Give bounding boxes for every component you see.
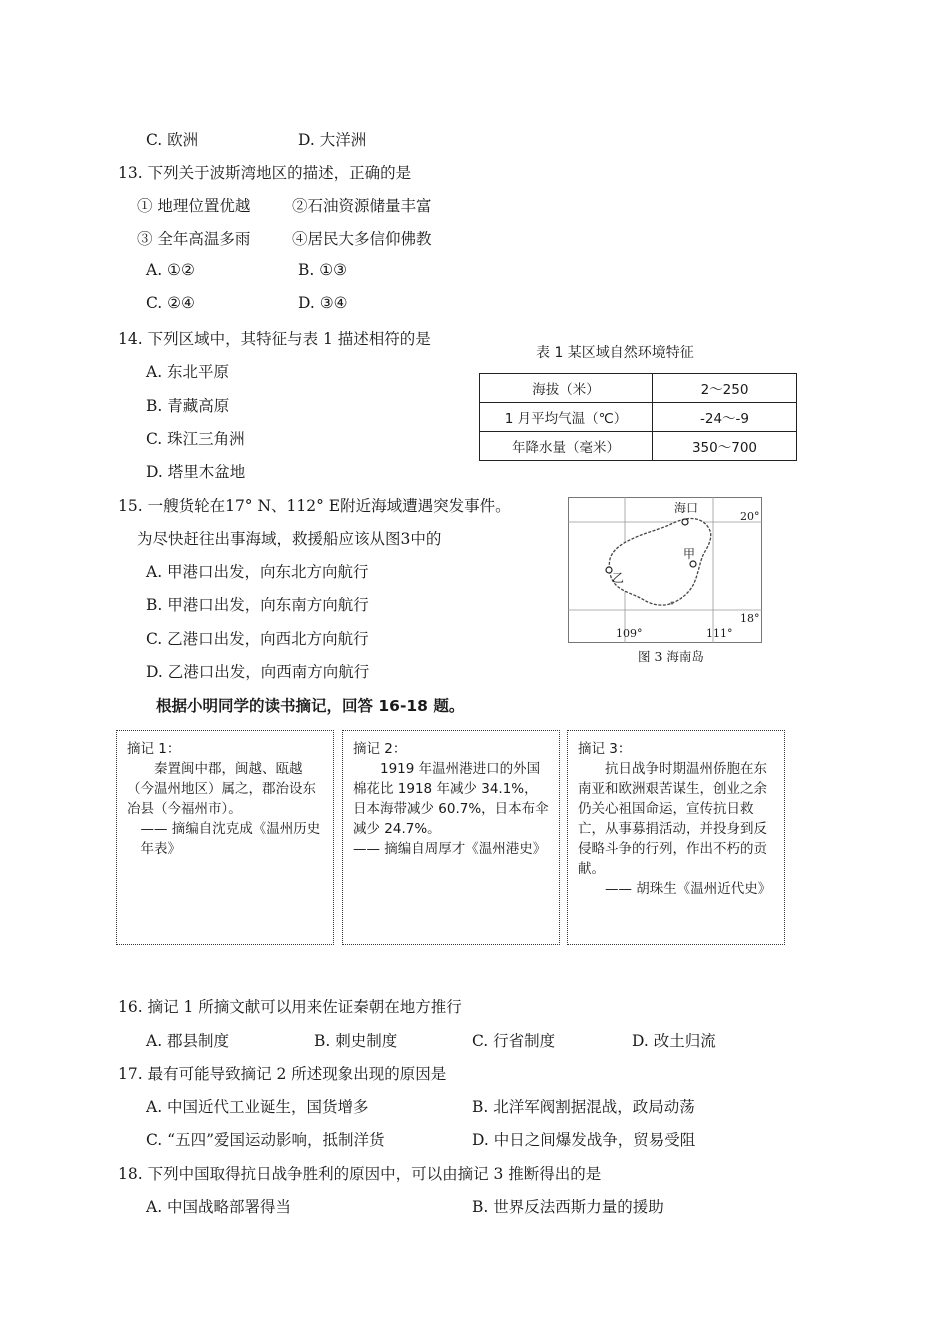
note-head: 摘记 2： bbox=[353, 741, 407, 757]
note-head: 摘记 3： bbox=[578, 741, 632, 757]
q15-option-a: A. 甲港口出发，向东北方向航行 bbox=[146, 563, 369, 581]
map-label-lat-20: 20° bbox=[740, 510, 760, 523]
environment-table bbox=[479, 373, 797, 461]
note-body: 1919 年温州港进口的外国棉花比 1918 年减少 34.1%，日本海带减少 60.7%，日本布伞减少 24.7%。 bbox=[353, 761, 549, 837]
q13-item-4: ④居民大多信仰佛教 bbox=[292, 230, 432, 248]
map-label-port-yi: 乙 bbox=[612, 571, 625, 585]
q13-stem: 13. 下列关于波斯湾地区的描述，正确的是 bbox=[118, 164, 412, 182]
map-label-lon-111: 111° bbox=[706, 627, 733, 640]
note-card-2 bbox=[342, 730, 560, 945]
q13-option-a: A. ①② bbox=[146, 261, 195, 279]
q16-option-c: C. 行省制度 bbox=[472, 1032, 556, 1050]
q14-option-c: C. 珠江三角洲 bbox=[146, 430, 245, 448]
q12-option-c: C. 欧洲 bbox=[146, 131, 199, 149]
note-body: 抗日战争时期温州侨胞在东南亚和欧洲艰苦谋生，创业之余仍关心祖国命运，宣传抗日救亡，从事募捐活动，并投身到反侵略斗争的行列，作出不朽的贡献。 bbox=[578, 761, 767, 877]
note-head: 摘记 1： bbox=[127, 741, 181, 757]
table-cell-label: 1 月平均气温（℃） bbox=[480, 403, 653, 432]
q18-stem: 18. 下列中国取得抗日战争胜利的原因中，可以由摘记 3 推断得出的是 bbox=[118, 1165, 602, 1183]
table-row bbox=[480, 432, 797, 461]
q15-option-d: D. 乙港口出发，向西南方向航行 bbox=[146, 663, 370, 681]
q17-stem: 17. 最有可能导致摘记 2 所述现象出现的原因是 bbox=[118, 1065, 447, 1083]
table-cell-value: 350～700 bbox=[653, 432, 797, 461]
q17-option-c: C. “五四”爱国运动影响，抵制洋货 bbox=[146, 1131, 385, 1149]
q16-option-d: D. 改土归流 bbox=[632, 1032, 716, 1050]
map-label-haikou: 海口 bbox=[674, 501, 699, 515]
q15-stem-2: 为尽快赶往出事海域，救援船应该从图3中的 bbox=[137, 530, 442, 548]
q18-option-b: B. 世界反法西斯力量的援助 bbox=[472, 1198, 664, 1216]
note-source: —— 摘编自周厚才《温州港史》 bbox=[353, 841, 547, 857]
q17-option-b: B. 北洋军阀割据混战，政局动荡 bbox=[472, 1098, 695, 1116]
table-cell-label: 年降水量（毫米） bbox=[480, 432, 653, 461]
table-row bbox=[480, 403, 797, 432]
q16-option-b: B. 刺史制度 bbox=[314, 1032, 398, 1050]
hainan-map bbox=[568, 497, 762, 643]
note-card-3 bbox=[567, 730, 785, 945]
map-caption: 图 3 海南岛 bbox=[638, 649, 704, 664]
q12-option-d: D. 大洋洲 bbox=[298, 131, 367, 149]
note-source: —— 摘编自沈克成《温州历史年表》 bbox=[140, 821, 321, 857]
map-drawing bbox=[568, 497, 762, 643]
note-body: 秦置闽中郡，闽越、瓯越（今温州地区）属之，郡治设东冶县（今福州市）。 bbox=[127, 761, 316, 817]
map-label-lat-18: 18° bbox=[740, 612, 760, 625]
q18-option-a: A. 中国战略部署得当 bbox=[146, 1198, 292, 1216]
q14-option-b: B. 青藏高原 bbox=[146, 397, 230, 415]
q16-option-a: A. 郡县制度 bbox=[146, 1032, 230, 1050]
table-cell-label: 海拔（米） bbox=[480, 374, 653, 403]
q13-item-3: ③ 全年高温多雨 bbox=[137, 230, 251, 248]
q17-option-d: D. 中日之间爆发战争，贸易受阻 bbox=[472, 1131, 696, 1149]
q13-option-b: B. ①③ bbox=[298, 261, 348, 279]
sanya-dot bbox=[671, 602, 674, 605]
haikou-marker bbox=[682, 519, 688, 525]
q17-option-a: A. 中国近代工业诞生，国货增多 bbox=[146, 1098, 369, 1116]
q15-option-b: B. 甲港口出发，向东南方向航行 bbox=[146, 596, 369, 614]
q14-option-d: D. 塔里木盆地 bbox=[146, 463, 246, 481]
q14-stem: 14. 下列区域中，其特征与表 1 描述相符的是 bbox=[118, 330, 431, 348]
q13-option-c: C. ②④ bbox=[146, 294, 195, 312]
note-source: —— 胡珠生《温州近代史》 bbox=[605, 881, 772, 897]
table-cell-value: 2～250 bbox=[653, 374, 797, 403]
table-row bbox=[480, 374, 797, 403]
q13-item-1: ① 地理位置优越 bbox=[137, 197, 251, 215]
q14-option-a: A. 东北平原 bbox=[146, 363, 230, 381]
note-card-1 bbox=[116, 730, 334, 945]
section-intro: 根据小明同学的读书摘记，回答 16-18 题。 bbox=[156, 697, 465, 715]
table-title: 表 1 某区域自然环境特征 bbox=[536, 345, 694, 361]
q15-stem: 15. 一艘货轮在17° N、112° E附近海域遭遇突发事件。 bbox=[118, 497, 511, 515]
q13-item-2: ②石油资源储量丰富 bbox=[292, 197, 432, 215]
q13-option-d: D. ③④ bbox=[298, 294, 348, 312]
table-cell-value: -24～-9 bbox=[653, 403, 797, 432]
map-label-port-jia: 甲 bbox=[683, 547, 696, 561]
map-label-lon-109: 109° bbox=[616, 627, 643, 640]
q15-option-c: C. 乙港口出发，向西北方向航行 bbox=[146, 630, 369, 648]
q16-stem: 16. 摘记 1 所摘文献可以用来佐证秦朝在地方推行 bbox=[118, 998, 462, 1016]
